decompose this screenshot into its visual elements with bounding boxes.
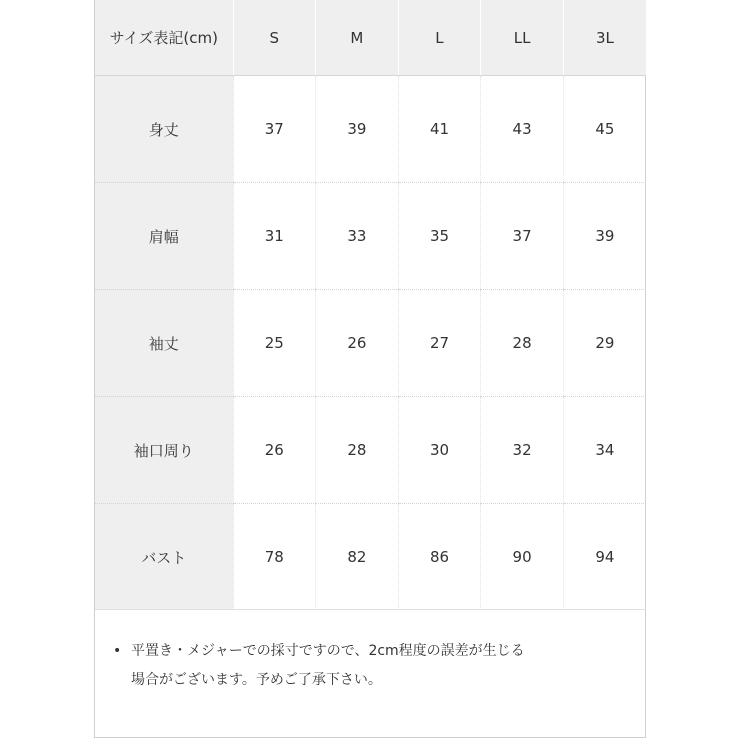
measurement-note [95, 609, 646, 688]
table-cell: 39 [316, 76, 399, 183]
table-cell: 78 [233, 504, 316, 611]
note-line-1: 平置き・メジャーでの採寸ですので、2cm程度の誤差が生じる [131, 643, 525, 659]
table-cell: 25 [233, 290, 316, 397]
table-cell: 94 [563, 504, 646, 611]
table-cell: 29 [563, 290, 646, 397]
table-row [95, 504, 646, 611]
table-cell: 39 [563, 183, 646, 290]
table-header-row [95, 0, 646, 76]
row-label: バスト [95, 504, 233, 611]
size-table [95, 0, 646, 610]
table-cell: 82 [316, 504, 399, 611]
table-cell: 37 [481, 183, 564, 290]
table-row [95, 397, 646, 504]
table-cell: 43 [481, 76, 564, 183]
table-cell: 30 [398, 397, 481, 504]
note-text-block [113, 637, 621, 695]
size-header-s: S [233, 0, 316, 76]
table-cell: 28 [481, 290, 564, 397]
table-cell: 90 [481, 504, 564, 611]
note-line-2: 場合がございます。予めご了承下さい。 [131, 672, 382, 688]
size-header-3l: 3L [563, 0, 646, 76]
table-cell: 31 [233, 183, 316, 290]
table-cell: 35 [398, 183, 481, 290]
size-header-ll: LL [481, 0, 564, 76]
row-label: 肩幅 [95, 183, 233, 290]
table-cell: 41 [398, 76, 481, 183]
row-label: 袖丈 [95, 290, 233, 397]
row-label: 袖口周り [95, 397, 233, 504]
size-header-m: M [316, 0, 399, 76]
table-cell: 86 [398, 504, 481, 611]
table-cell: 32 [481, 397, 564, 504]
table-cell: 45 [563, 76, 646, 183]
table-cell: 27 [398, 290, 481, 397]
table-row [95, 183, 646, 290]
table-cell: 26 [316, 290, 399, 397]
table-cell: 28 [316, 397, 399, 504]
row-label: 身丈 [95, 76, 233, 183]
table-row [95, 76, 646, 183]
size-header-l: L [398, 0, 481, 76]
size-chart [94, 0, 646, 738]
table-row [95, 290, 646, 397]
table-cell: 34 [563, 397, 646, 504]
size-label-header: サイズ表記(cm) [95, 0, 233, 76]
bullet-icon: • [113, 643, 122, 659]
table-cell: 37 [233, 76, 316, 183]
table-cell: 26 [233, 397, 316, 504]
table-cell: 33 [316, 183, 399, 290]
